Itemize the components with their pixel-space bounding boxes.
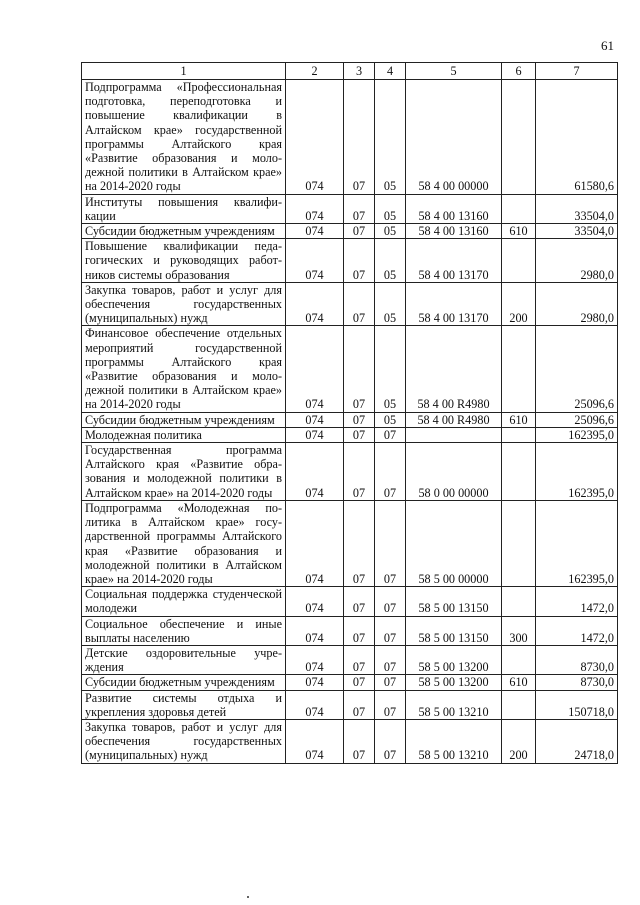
cell-expense-type: [502, 80, 536, 195]
cell-admin-code: 074: [286, 675, 344, 690]
table-row: [82, 326, 618, 412]
table-row: [82, 412, 618, 427]
table-row: [82, 80, 618, 195]
cell-admin-code: 074: [286, 224, 344, 239]
cell-admin-code: 074: [286, 443, 344, 501]
cell-target-article: 58 4 00 13170: [406, 282, 502, 326]
table-row: [82, 500, 618, 586]
cell-expense-type: 200: [502, 719, 536, 763]
cell-name: Закупка товаров, работ и услуг для обеспечения государственных (муниципальных) нужд: [82, 719, 286, 763]
cell-amount: 33504,0: [536, 194, 618, 223]
cell-admin-code: 074: [286, 412, 344, 427]
cell-amount: 162395,0: [536, 500, 618, 586]
page-number: 61: [601, 38, 614, 53]
budget-table: [81, 62, 618, 764]
cell-section: 07: [344, 645, 375, 674]
cell-admin-code: 074: [286, 587, 344, 616]
cell-subsection: 07: [375, 675, 406, 690]
cell-expense-type: 610: [502, 224, 536, 239]
cell-section: 07: [344, 282, 375, 326]
cell-admin-code: 074: [286, 427, 344, 442]
header-col-5: 5: [406, 63, 502, 80]
cell-admin-code: 074: [286, 282, 344, 326]
cell-subsection: 05: [375, 80, 406, 195]
cell-section: 07: [344, 194, 375, 223]
header-col-1: 1: [82, 63, 286, 80]
cell-expense-type: 200: [502, 282, 536, 326]
table-row: [82, 645, 618, 674]
cell-amount: 61580,6: [536, 80, 618, 195]
cell-name: Подпрограмма «Профессиональная подготовка, переподготовка и повышение квалификации в Алтайском крае» государственной программы Алтайского края «Развитие образования и молодежной политики в Алтайском крае» на 2014-2020 годы: [82, 80, 286, 195]
cell-target-article: 58 5 00 13210: [406, 690, 502, 719]
cell-expense-type: [502, 326, 536, 412]
header-col-3: 3: [344, 63, 375, 80]
cell-name: Субсидии бюджетным учреждениям: [82, 675, 286, 690]
cell-name: Развитие системы отдыха и укрепления здоровья детей: [82, 690, 286, 719]
cell-name: Закупка товаров, работ и услуг для обеспечения государственных (муниципальных) нужд: [82, 282, 286, 326]
cell-amount: 8730,0: [536, 675, 618, 690]
cell-subsection: 07: [375, 587, 406, 616]
cell-subsection: 05: [375, 326, 406, 412]
cell-amount: 25096,6: [536, 326, 618, 412]
cell-subsection: 05: [375, 282, 406, 326]
cell-expense-type: 610: [502, 412, 536, 427]
header-col-4: 4: [375, 63, 406, 80]
table-row: [82, 690, 618, 719]
cell-admin-code: 074: [286, 80, 344, 195]
cell-section: 07: [344, 500, 375, 586]
cell-subsection: 05: [375, 239, 406, 283]
scan-artifact: [247, 896, 249, 898]
cell-subsection: 07: [375, 427, 406, 442]
cell-target-article: 58 4 00 13160: [406, 224, 502, 239]
cell-target-article: 58 5 00 13210: [406, 719, 502, 763]
cell-subsection: 07: [375, 645, 406, 674]
cell-section: 07: [344, 427, 375, 442]
cell-section: 07: [344, 719, 375, 763]
cell-admin-code: 074: [286, 239, 344, 283]
table-body: [82, 80, 618, 764]
cell-amount: 150718,0: [536, 690, 618, 719]
table-row: [82, 675, 618, 690]
cell-section: 07: [344, 616, 375, 645]
cell-amount: 33504,0: [536, 224, 618, 239]
cell-admin-code: 074: [286, 645, 344, 674]
cell-subsection: 07: [375, 690, 406, 719]
cell-name: Социальная поддержка студенческой молодежи: [82, 587, 286, 616]
cell-section: 07: [344, 690, 375, 719]
cell-amount: 8730,0: [536, 645, 618, 674]
cell-section: 07: [344, 239, 375, 283]
cell-name: Детские оздоровительные учреждения: [82, 645, 286, 674]
cell-name: Финансовое обеспечение отдельных мероприятий государственной программы Алтайского края «Развитие образования и молодежной политики в Алтайском крае» на 2014-2020 годы: [82, 326, 286, 412]
cell-subsection: 07: [375, 500, 406, 586]
cell-section: 07: [344, 443, 375, 501]
cell-target-article: 58 5 00 13150: [406, 587, 502, 616]
cell-section: 07: [344, 675, 375, 690]
cell-expense-type: [502, 690, 536, 719]
cell-name: Социальное обеспечение и иные выплаты населению: [82, 616, 286, 645]
cell-name: Подпрограмма «Молодежная политика в Алтайском крае» государственной программы Алтайского края «Развитие образования и молодежной политики в Алтайском крае» на 2014-2020 годы: [82, 500, 286, 586]
table-row: [82, 427, 618, 442]
cell-amount: 2980,0: [536, 239, 618, 283]
cell-admin-code: 074: [286, 690, 344, 719]
cell-subsection: 07: [375, 443, 406, 501]
header-col-7: 7: [536, 63, 618, 80]
cell-amount: 24718,0: [536, 719, 618, 763]
cell-target-article: 58 4 00 13160: [406, 194, 502, 223]
cell-amount: 162395,0: [536, 443, 618, 501]
table-row: [82, 239, 618, 283]
cell-expense-type: [502, 427, 536, 442]
cell-expense-type: [502, 587, 536, 616]
cell-target-article: 58 5 00 13200: [406, 675, 502, 690]
cell-name: Институты повышения квалификации: [82, 194, 286, 223]
table-row: [82, 194, 618, 223]
table-row: [82, 587, 618, 616]
table-row: [82, 443, 618, 501]
cell-admin-code: 074: [286, 500, 344, 586]
cell-amount: 1472,0: [536, 616, 618, 645]
header-col-6: 6: [502, 63, 536, 80]
cell-section: 07: [344, 224, 375, 239]
cell-amount: 1472,0: [536, 587, 618, 616]
cell-admin-code: 074: [286, 326, 344, 412]
cell-name: Повышение квалификации педагогических и руководящих работников системы образования: [82, 239, 286, 283]
cell-expense-type: 300: [502, 616, 536, 645]
cell-section: 07: [344, 326, 375, 412]
cell-expense-type: [502, 645, 536, 674]
cell-expense-type: 610: [502, 675, 536, 690]
cell-amount: 25096,6: [536, 412, 618, 427]
cell-target-article: [406, 427, 502, 442]
table-row: [82, 719, 618, 763]
cell-name: Субсидии бюджетным учреждениям: [82, 224, 286, 239]
cell-amount: 162395,0: [536, 427, 618, 442]
cell-section: 07: [344, 412, 375, 427]
cell-section: 07: [344, 587, 375, 616]
cell-expense-type: [502, 194, 536, 223]
cell-amount: 2980,0: [536, 282, 618, 326]
table-row: [82, 616, 618, 645]
cell-admin-code: 074: [286, 719, 344, 763]
cell-target-article: 58 5 00 00000: [406, 500, 502, 586]
cell-target-article: 58 4 00 R4980: [406, 412, 502, 427]
cell-admin-code: 074: [286, 616, 344, 645]
cell-expense-type: [502, 443, 536, 501]
cell-subsection: 07: [375, 719, 406, 763]
table-row: [82, 224, 618, 239]
cell-target-article: 58 5 00 13200: [406, 645, 502, 674]
cell-target-article: 58 4 00 00000: [406, 80, 502, 195]
cell-target-article: 58 5 00 13150: [406, 616, 502, 645]
cell-target-article: 58 4 00 13170: [406, 239, 502, 283]
cell-subsection: 05: [375, 412, 406, 427]
cell-target-article: 58 0 00 00000: [406, 443, 502, 501]
cell-admin-code: 074: [286, 194, 344, 223]
cell-target-article: 58 4 00 R4980: [406, 326, 502, 412]
cell-name: Молодежная политика: [82, 427, 286, 442]
cell-expense-type: [502, 500, 536, 586]
cell-expense-type: [502, 239, 536, 283]
table-row: [82, 282, 618, 326]
cell-section: 07: [344, 80, 375, 195]
header-row: [82, 63, 618, 80]
cell-subsection: 07: [375, 616, 406, 645]
cell-subsection: 05: [375, 194, 406, 223]
header-col-2: 2: [286, 63, 344, 80]
cell-subsection: 05: [375, 224, 406, 239]
cell-name: Государственная программа Алтайского края «Развитие образования и молодежной политики в Алтайском крае» на 2014-2020 годы: [82, 443, 286, 501]
cell-name: Субсидии бюджетным учреждениям: [82, 412, 286, 427]
